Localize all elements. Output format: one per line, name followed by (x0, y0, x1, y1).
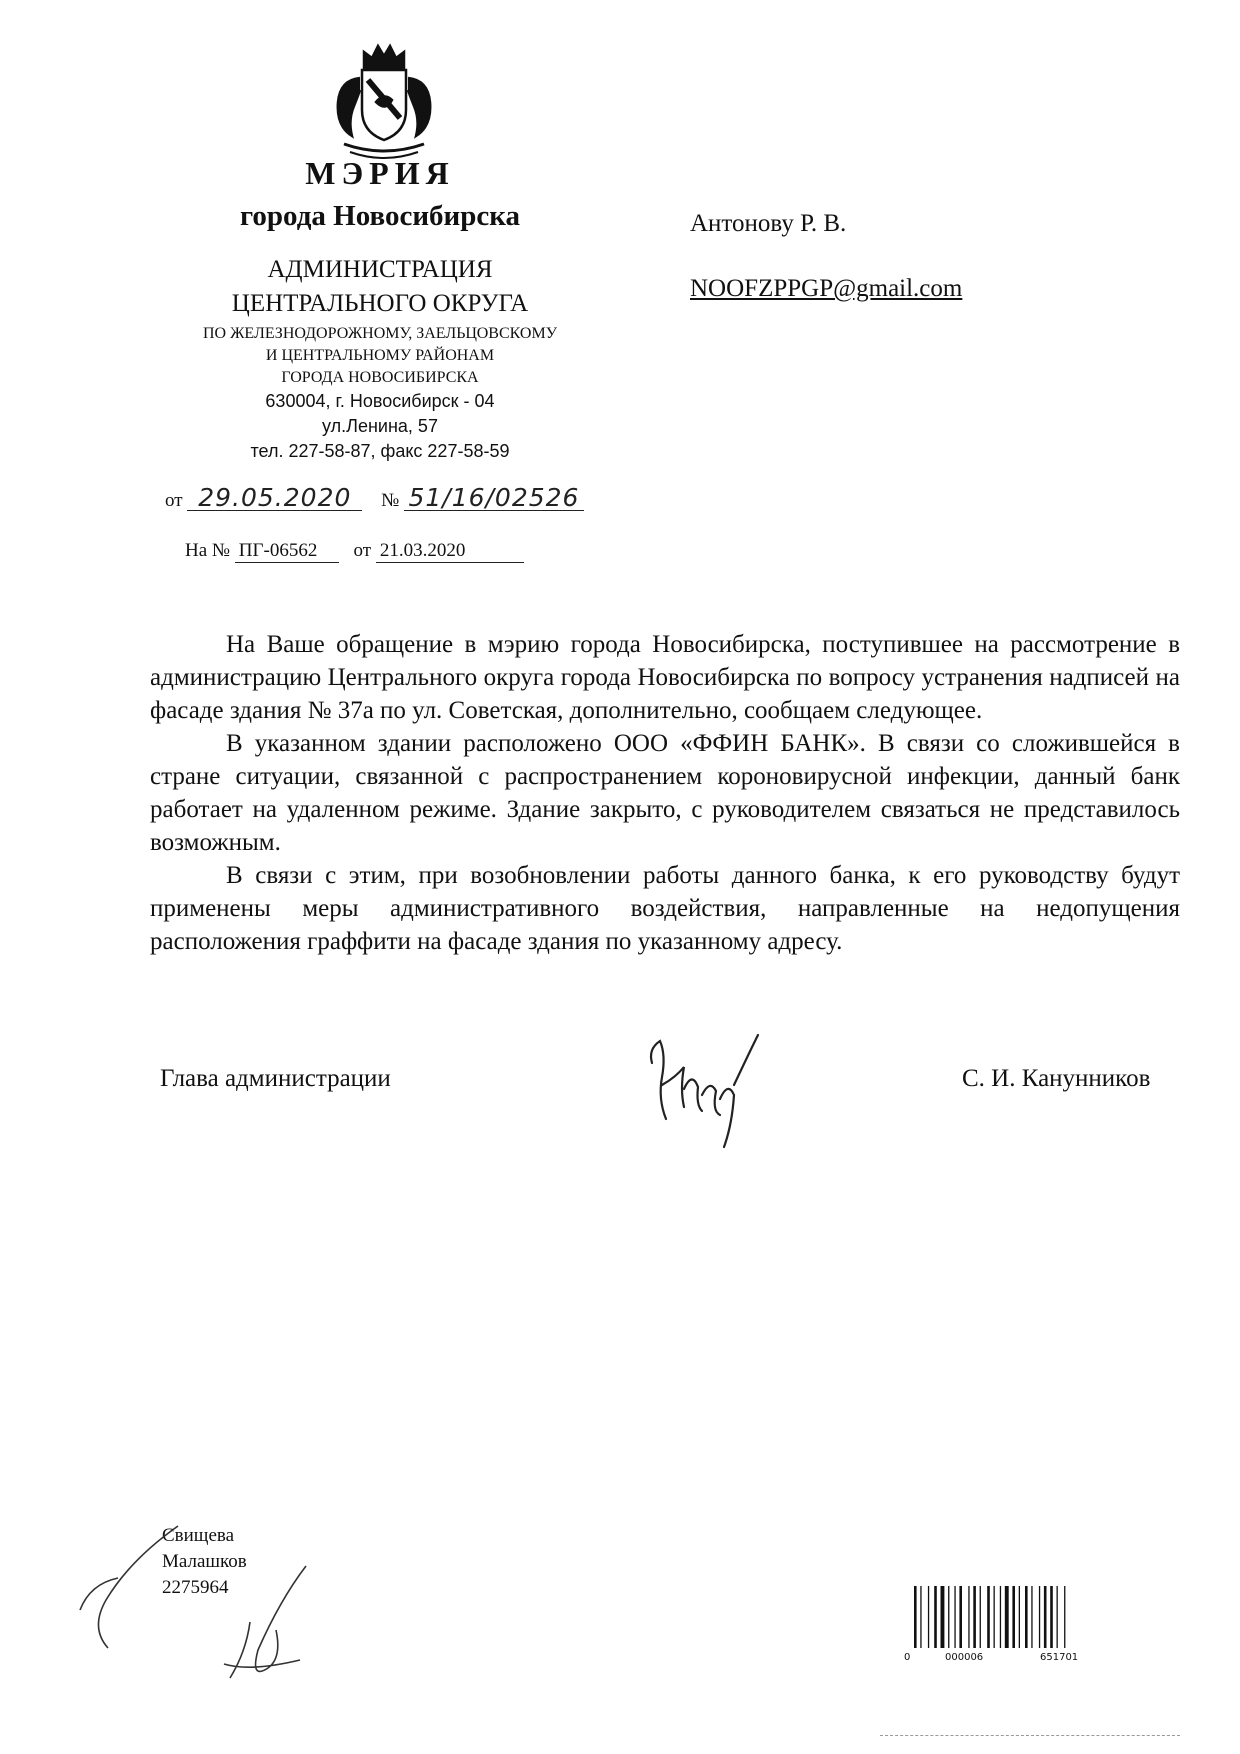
registration-line (165, 483, 584, 512)
reply-number: ПГ-06562 (235, 540, 339, 563)
body-paragraph-1: На Ваше обращение в мэрию города Новосибирска, поступившее на рассмотрение в администрацию Центрального округа города Новосибирска по вопросу устранения надписей на фасаде здания № 37а по ул. Советская, дополнительно, сообщаем следующее. (150, 631, 1180, 724)
district-line-1: ПО ЖЕЛЕЗНОДОРОЖНОМУ, ЗАЕЛЬЦОВСКОМУ (202, 325, 558, 342)
reply-date: 21.03.2020 (376, 540, 524, 563)
recipient-email[interactable]: NOOFZPPGP@gmail.com (690, 275, 963, 302)
district-line-3: ГОРОДА НОВОСИБИРСКА (281, 369, 479, 386)
address-line-2: ул.Ленина, 57 (322, 416, 438, 436)
signatory-name: С. И. Канунников (962, 1065, 1151, 1092)
body-paragraph-2: В указанном здании расположено ООО «ФФИН БАНК». В связи со сложившейся в стране ситуации, связанной с распространением короновирусной инфекции, данный банк работает на удаленном режиме. Здание закрыто, с руководителем связаться не представилось возможным. (150, 730, 1180, 856)
reply-prefix: На № (185, 540, 231, 561)
admin-line-2: ЦЕНТРАЛЬНОГО ОКРУГА (231, 290, 529, 317)
signatory-title: Глава администрации (160, 1065, 391, 1092)
initials-scribble-icon (70, 1520, 190, 1660)
executor-1: Свищева (162, 1525, 235, 1546)
phones-line: тел. 227-58-87, факс 227-58-59 (250, 441, 510, 461)
recipient-name: Антонову Р. В. (690, 210, 847, 237)
coat-of-arms-icon (330, 40, 438, 164)
executor-2: Малашков (162, 1551, 247, 1572)
footer-rule (880, 1735, 1180, 1736)
registration-date: 29.05.2020 (187, 486, 362, 511)
body-paragraph-3: В связи с этим, при возобновлении работы данного банка, к его руководству будут применены меры административного воздействия, направленные на недопущения расположения граффити на фасаде здания по указанному адресу. (150, 862, 1180, 955)
reply-line (185, 540, 524, 563)
reply-date-prefix: от (353, 540, 372, 561)
date-prefix: от (165, 490, 183, 511)
barcode-digit-left: 0 (904, 1652, 911, 1663)
registration-number: 51/16/02526 (404, 486, 584, 511)
number-prefix: № (381, 490, 400, 511)
barcode-digits-right: 651701 (1040, 1652, 1079, 1663)
org-title: МЭРИЯ (305, 155, 455, 191)
executor-phone: 2275964 (162, 1577, 229, 1598)
org-city: города Новосибирска (239, 200, 521, 232)
district-line-2: И ЦЕНТРАЛЬНОМУ РАЙОНАМ (265, 347, 495, 364)
address-line-1: 630004, г. Новосибирск - 04 (265, 391, 495, 411)
letter-body (150, 628, 1180, 958)
handwritten-signature-icon (640, 1015, 780, 1165)
barcode-digits-mid: 000006 (945, 1652, 984, 1663)
initials-scribble-icon (210, 1560, 320, 1690)
barcode-icon (912, 1586, 1097, 1650)
admin-line-1: АДМИНИСТРАЦИЯ (267, 256, 493, 283)
